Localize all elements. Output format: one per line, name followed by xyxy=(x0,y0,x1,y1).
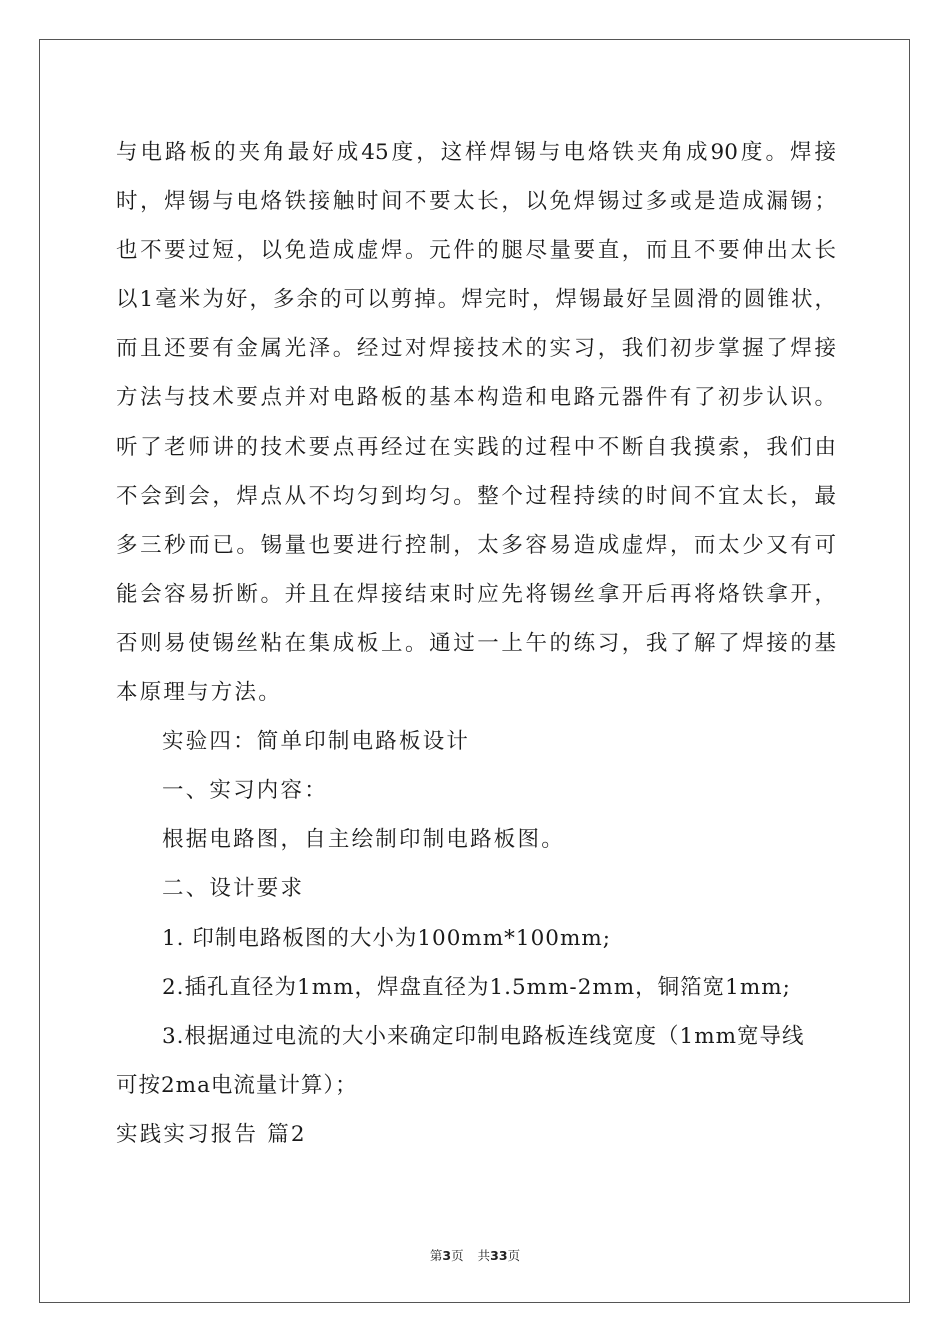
page-prefix: 第 xyxy=(429,1248,443,1263)
section-heading-requirements: 二、设计要求 xyxy=(162,876,305,902)
list-item-continuation: 可按2ma电流量计算）； xyxy=(116,1072,358,1098)
report-heading: 实践实习报告 篇2 xyxy=(116,1121,307,1147)
paragraph-line: 方法与技术要点并对电路板的基本构造和电路元器件有了初步认识。 xyxy=(116,385,836,411)
paragraph-line: 根据电路图，自主绘制印制电路板图。 xyxy=(162,827,565,853)
section-heading-content: 一、实习内容： xyxy=(162,778,328,804)
paragraph-line: 多三秒而已。锡量也要进行控制，太多容易造成虚焊，而太少又有可 xyxy=(116,532,836,558)
page-suffix: 页 xyxy=(451,1248,464,1263)
document-body xyxy=(116,128,836,1159)
paragraph-line: 也不要过短，以免造成虚焊。元件的腿尽量要直，而且不要伸出太长 xyxy=(116,238,836,264)
current-page-number: 3 xyxy=(442,1248,452,1263)
section-heading-experiment-4: 实验四：简单印制电路板设计 xyxy=(162,729,471,755)
paragraph-line: 不会到会，焊点从不均匀到均匀。整个过程持续的时间不宜太长，最 xyxy=(116,483,836,509)
paragraph-line: 而且还要有金属光泽。经过对焊接技术的实习，我们初步掌握了焊接 xyxy=(116,336,836,362)
total-prefix: 共 xyxy=(477,1248,491,1263)
paragraph-line: 听了老师讲的技术要点再经过在实践的过程中不断自我摸索，我们由 xyxy=(116,434,836,460)
page-footer xyxy=(0,1246,950,1264)
total-suffix: 页 xyxy=(507,1248,521,1263)
paragraph-line: 否则易使锡丝粘在集成板上。通过一上午的练习，我了解了焊接的基 xyxy=(116,630,836,656)
list-item: 2.插孔直径为1mm，焊盘直径为1.5mm-2mm，铜箔宽1mm; xyxy=(162,974,791,1000)
total-page-count: 33 xyxy=(490,1248,508,1263)
list-item: 1. 印制电路板图的大小为100mm*100mm; xyxy=(162,925,611,951)
paragraph-line: 本原理与方法。 xyxy=(116,680,282,706)
paragraph-line: 与电路板的夹角最好成45度，这样焊锡与电烙铁夹角成90度。焊接 xyxy=(116,140,836,165)
paragraph-line: 能会容易折断。并且在焊接结束时应先将锡丝拿开后再将烙铁拿开， xyxy=(116,581,836,607)
paragraph-line: 时，焊锡与电烙铁接触时间不要太长，以免焊锡过多或是造成漏锡； xyxy=(116,189,836,215)
paragraph-line: 以1毫米为好，多余的可以剪掉。焊完时，焊锡最好呈圆滑的圆锥状， xyxy=(116,287,836,313)
list-item: 3.根据通过电流的大小来确定印制电路板连线宽度（1mm宽导线 xyxy=(162,1023,805,1049)
